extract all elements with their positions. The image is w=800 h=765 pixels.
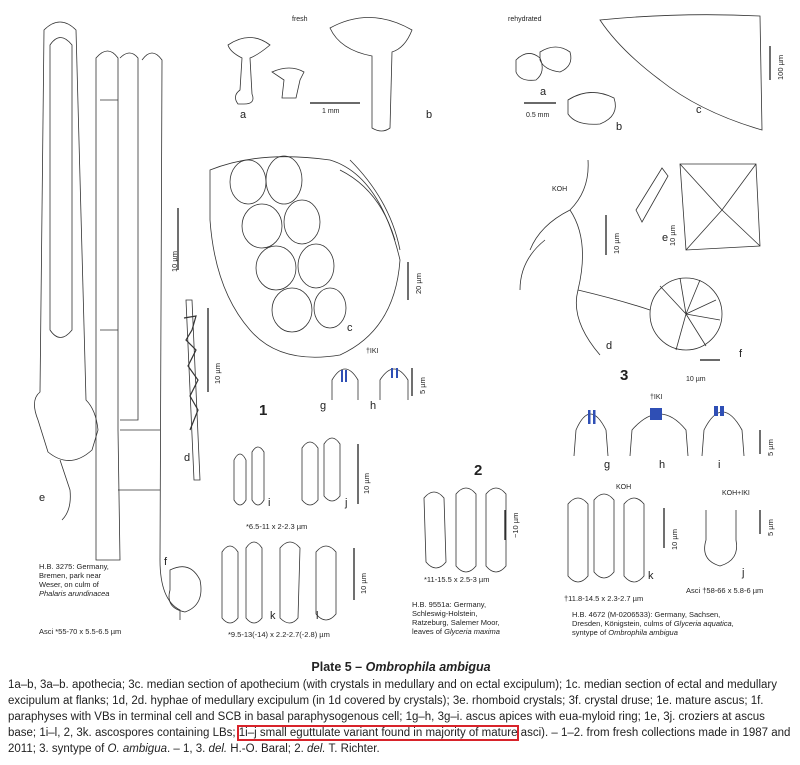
- scale-bars: [178, 46, 770, 600]
- fig1-spore-size-kl: *9.5-13(-14) x 2.2-2.7(-2.8) µm: [228, 630, 330, 639]
- scale-10um-l: 10 µm: [359, 573, 368, 594]
- plate-title: Plate 5 – Ombrophila ambigua: [311, 660, 491, 674]
- fig1g-label: g: [320, 400, 327, 412]
- apothecium-drawing-3b: [568, 92, 615, 124]
- koh-label-d: KOH: [552, 186, 568, 193]
- fig3-iki: †IKI: [650, 394, 663, 401]
- plate-caption: [8, 660, 794, 757]
- fig1-spore-size-ij: *6.5-11 x 2-2.3 µm: [246, 522, 308, 531]
- scale-10um-d: 10 µm: [213, 363, 222, 384]
- rehydrated-label: rehydrated: [508, 16, 542, 23]
- ascus-drawing-1e: [34, 22, 98, 461]
- spore-drawing-3k: [568, 498, 588, 582]
- spore-drawing-1l: [316, 546, 336, 620]
- fig3j-label: j: [742, 567, 745, 579]
- fig1-iki: †IKI: [366, 348, 379, 355]
- scale-10um-k3: 10 µm: [670, 529, 679, 550]
- scale-20um-c: 20 µm: [414, 273, 423, 294]
- apothecium-drawing-1a: [228, 38, 270, 105]
- ascus-apex-3h: [630, 414, 688, 456]
- scale-5um-j3: 5 µm: [766, 519, 775, 536]
- koh-label-k: KOH: [616, 484, 632, 491]
- ascus-apex-3g: [574, 414, 608, 456]
- scale-10um-e3: 10 µm: [668, 225, 677, 246]
- scale-10um-f3: 10 µm: [686, 376, 706, 383]
- fig2-number: 2: [474, 462, 483, 479]
- apothecium-section-3c: [600, 15, 762, 130]
- fig3a-label: a: [540, 86, 547, 98]
- fig1-collection: H.B. 3275: Germany, Bremen, park near Weser, on culm of Phalaris arundinacea: [39, 562, 110, 598]
- fresh-label: fresh: [292, 16, 308, 23]
- fig3e-label: e: [662, 232, 669, 244]
- fig3i-label: i: [718, 459, 721, 471]
- fig3-spore-size: †11.8-14.5 x 2.3-2.7 µm: [564, 594, 644, 603]
- fig1k-label: k: [270, 610, 276, 622]
- fig2-collection: H.B. 9551a: Germany, Schleswig-Holstein, Ratzeburg, Salemer Moor, leaves of Glyceria maxima: [412, 600, 500, 636]
- fig3b-label: b: [616, 121, 623, 133]
- spore-drawing-1i: [234, 454, 246, 505]
- fig1f-label: f: [164, 556, 168, 568]
- spore-drawing-1k: [222, 546, 238, 623]
- scale-05mm: 0.5 mm: [526, 112, 550, 119]
- fig1j-label: j: [345, 497, 348, 509]
- fig3c-label: c: [696, 104, 702, 116]
- scale-100um: 100 µm: [776, 54, 785, 80]
- fig3-asci-size: Asci †58-66 x 5.8-6 µm: [686, 586, 764, 595]
- fig2-spore-size: *11-15.5 x 2.5-3 µm: [424, 575, 490, 584]
- fig1i-label: i: [268, 497, 271, 509]
- fig1-number: 1: [259, 402, 268, 419]
- apothecium-drawing-1b: [330, 17, 412, 131]
- fig2-scale: ~10 µm: [511, 512, 520, 538]
- fig1l-label: l: [316, 610, 319, 622]
- scale-5um-i3: 5 µm: [766, 439, 775, 456]
- fig1a-label: a: [240, 109, 247, 121]
- ascus-apex-3i: [702, 412, 744, 456]
- scale-10um-e: 10 µm: [170, 251, 179, 272]
- excipulum-drawing-1c: [210, 156, 400, 357]
- paraphyses-drawing-1f: [96, 51, 120, 560]
- fig3f-label: f: [739, 348, 743, 360]
- crystal-drawing-3e: [636, 168, 668, 222]
- fig1d-label: d: [184, 452, 191, 464]
- crozier-drawing-3j: [705, 510, 737, 566]
- fig3h-label: h: [659, 459, 666, 471]
- scale-1mm: 1 mm: [322, 108, 340, 115]
- fig3d-label: d: [606, 340, 613, 352]
- fig1e-label: e: [39, 492, 46, 504]
- fig1b-label: b: [426, 109, 433, 121]
- highlighted-caption-phrase: 1i–j small eguttulate variant found in majority of mature: [238, 727, 518, 739]
- caption-text: 1a–b, 3a–b. apothecia; 3c. median section of apothecium (with crystals in medullary and on ectal excipulum); 1c. median section of ectal and medullary excipulum at flanks; 1d, 2d. hyphae of medullary excipulum (in 1d covered by crystals); 3e. rhomboid crystals; 3f. crystal druse; 1e. mature ascus; 1f. paraphyses with VBs in terminal cell and SCB in basal paraphysogenous cell; 1g–h, 3g–i. ascus apices with eua-myloid ring; 1e, 3j. croziers at ascus base; 1i–l, 2, 3k. ascospores containing LBs; 1i–j small eguttulate variant found in majority of mature asci). – 1–2. from fresh collections made in 1987 and 2011; 3. syntype of O. ambigua. – 1, 3. del. H.-O. Baral; 2. del. T. Richter.: [8, 679, 791, 755]
- spore-drawing-1j: [302, 442, 318, 505]
- scale-5um-gh: 5 µm: [418, 377, 427, 394]
- koh-iki-label: KOH+IKI: [722, 490, 750, 497]
- fig1h-label: h: [370, 400, 377, 412]
- fig1c-label: c: [347, 322, 353, 334]
- fig1-asci-size: Asci *55-70 x 5.5-6.5 µm: [39, 627, 122, 636]
- hypha-drawing-3d: [520, 160, 650, 355]
- scale-10um-j: 10 µm: [362, 473, 371, 494]
- scale-10um-d3: 10 µm: [612, 233, 621, 254]
- fig3-number: 3: [620, 367, 629, 384]
- apothecium-drawing-3a: [516, 47, 571, 80]
- fig3k-label: k: [648, 570, 654, 582]
- ascus-apex-1h: [380, 369, 408, 400]
- fig3-collection: H.B. 4672 (M-0206533): Germany, Sachsen, Dresden, Königstein, culms of Glyceria aquatica, syntype of Ombrophila ambigua: [572, 610, 734, 637]
- fig3g-label: g: [604, 459, 611, 471]
- spore-drawing-2: [424, 492, 446, 568]
